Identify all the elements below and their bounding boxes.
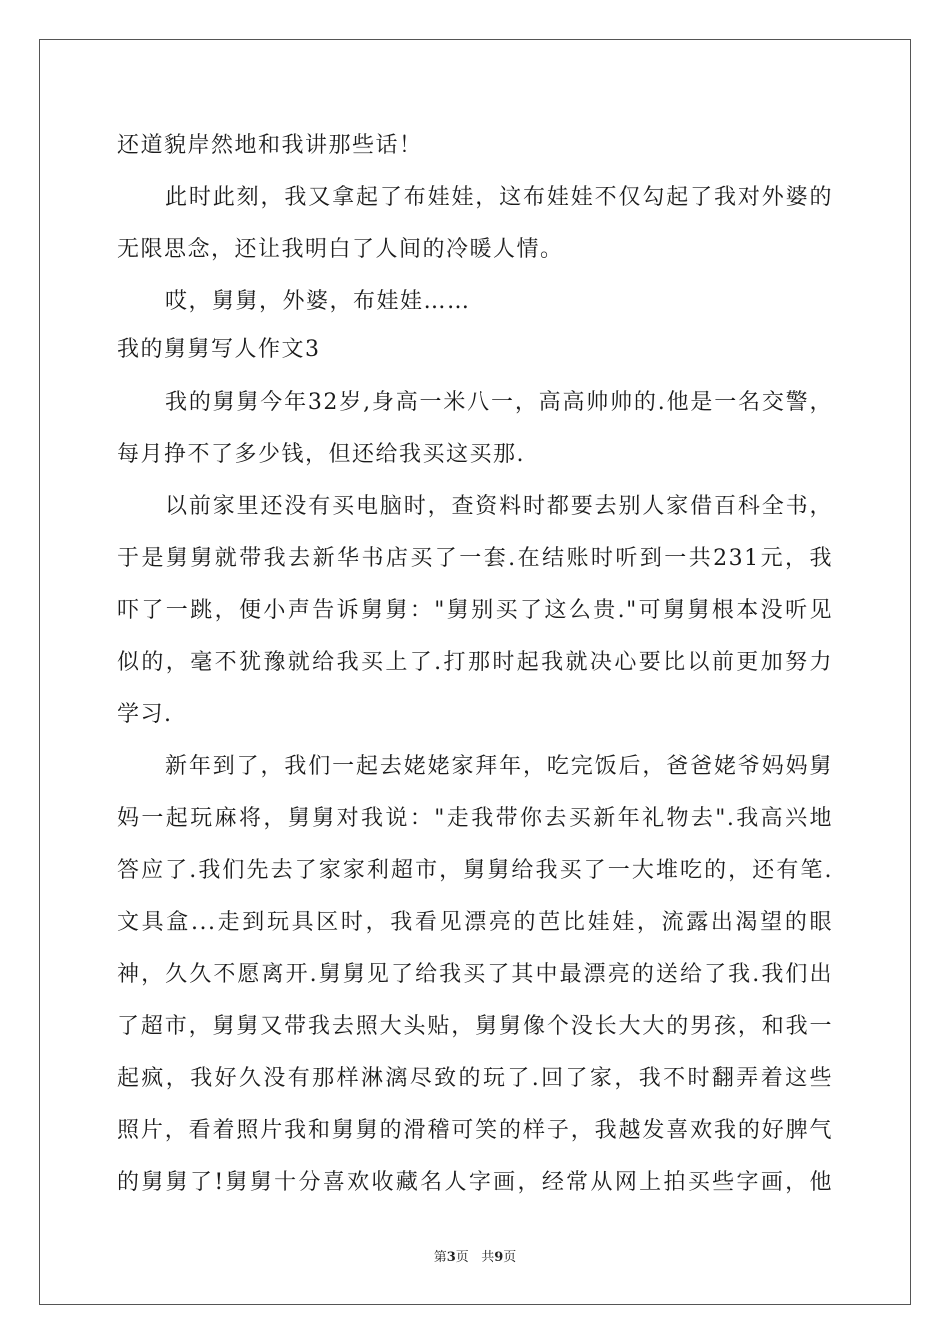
text-line: 还道貌岸然地和我讲那些话！ [117,133,423,158]
text-line: 于是舅舅就带我去新华书店买了一套.在结账时听到一共231元，我 [117,546,833,571]
text-line: 的舅舅了!舅舅十分喜欢收藏名人字画，经常从网上拍买些字画，他 [117,1170,833,1195]
text-line: 神，久久不愿离开.舅舅见了给我买了其中最漂亮的送给了我.我们出 [117,962,833,987]
text-line: 照片，看着照片我和舅舅的滑稽可笑的样子，我越发喜欢我的好脾气 [117,1118,833,1143]
total-prefix: 共 [481,1250,495,1265]
paragraph-line: 以前家里还没有买电脑时，查资料时都要去别人家借百科全书， [165,494,833,519]
text-line: 似的，毫不犹豫就给我买上了.打那时起我就决心要比以前更加努力 [117,650,833,675]
text-line: 每月挣不了多少钱，但还给我买这买那. [117,442,525,467]
paragraph-line: 我的舅舅今年32岁,身高一米八一，高高帅帅的.他是一名交警， [165,390,833,415]
text-line: 学习. [117,702,173,727]
text-line: 无限思念，还让我明白了人间的冷暖人情。 [117,237,564,262]
text-line: 妈一起玩麻将，舅舅对我说："走我带你去买新年礼物去".我高兴地 [117,806,833,831]
text-line: 吓了一跳，便小声告诉舅舅："舅别买了这么贵."可舅舅根本没听见 [117,598,833,623]
section-heading: 我的舅舅写人作文3 [117,337,321,362]
paragraph-line: 此时此刻，我又拿起了布娃娃，这布娃娃不仅勾起了我对外婆的 [165,185,833,210]
total-label: 页 [503,1250,517,1265]
text-line: 文具盒...走到玩具区时，我看见漂亮的芭比娃娃，流露出渴望的眼 [117,910,833,935]
text-line: 了超市，舅舅又带我去照大头贴，舅舅像个没长大大的男孩，和我一 [117,1014,833,1039]
page-label: 页 [455,1250,469,1265]
page-total: 9 [494,1250,504,1265]
page-prefix: 第 [433,1250,447,1265]
page-footer [0,1246,950,1265]
text-line: 答应了.我们先去了家家利超市，舅舅给我买了一大堆吃的，还有笔. [117,858,833,883]
text-line: 起疯，我好久没有那样淋漓尽致的玩了.回了家，我不时翻弄着这些 [117,1066,833,1091]
paragraph-line: 哎，舅舅，外婆，布娃娃…… [165,289,471,314]
page-current: 3 [446,1250,456,1265]
paragraph-line: 新年到了，我们一起去姥姥家拜年，吃完饭后，爸爸姥爷妈妈舅 [165,754,833,779]
